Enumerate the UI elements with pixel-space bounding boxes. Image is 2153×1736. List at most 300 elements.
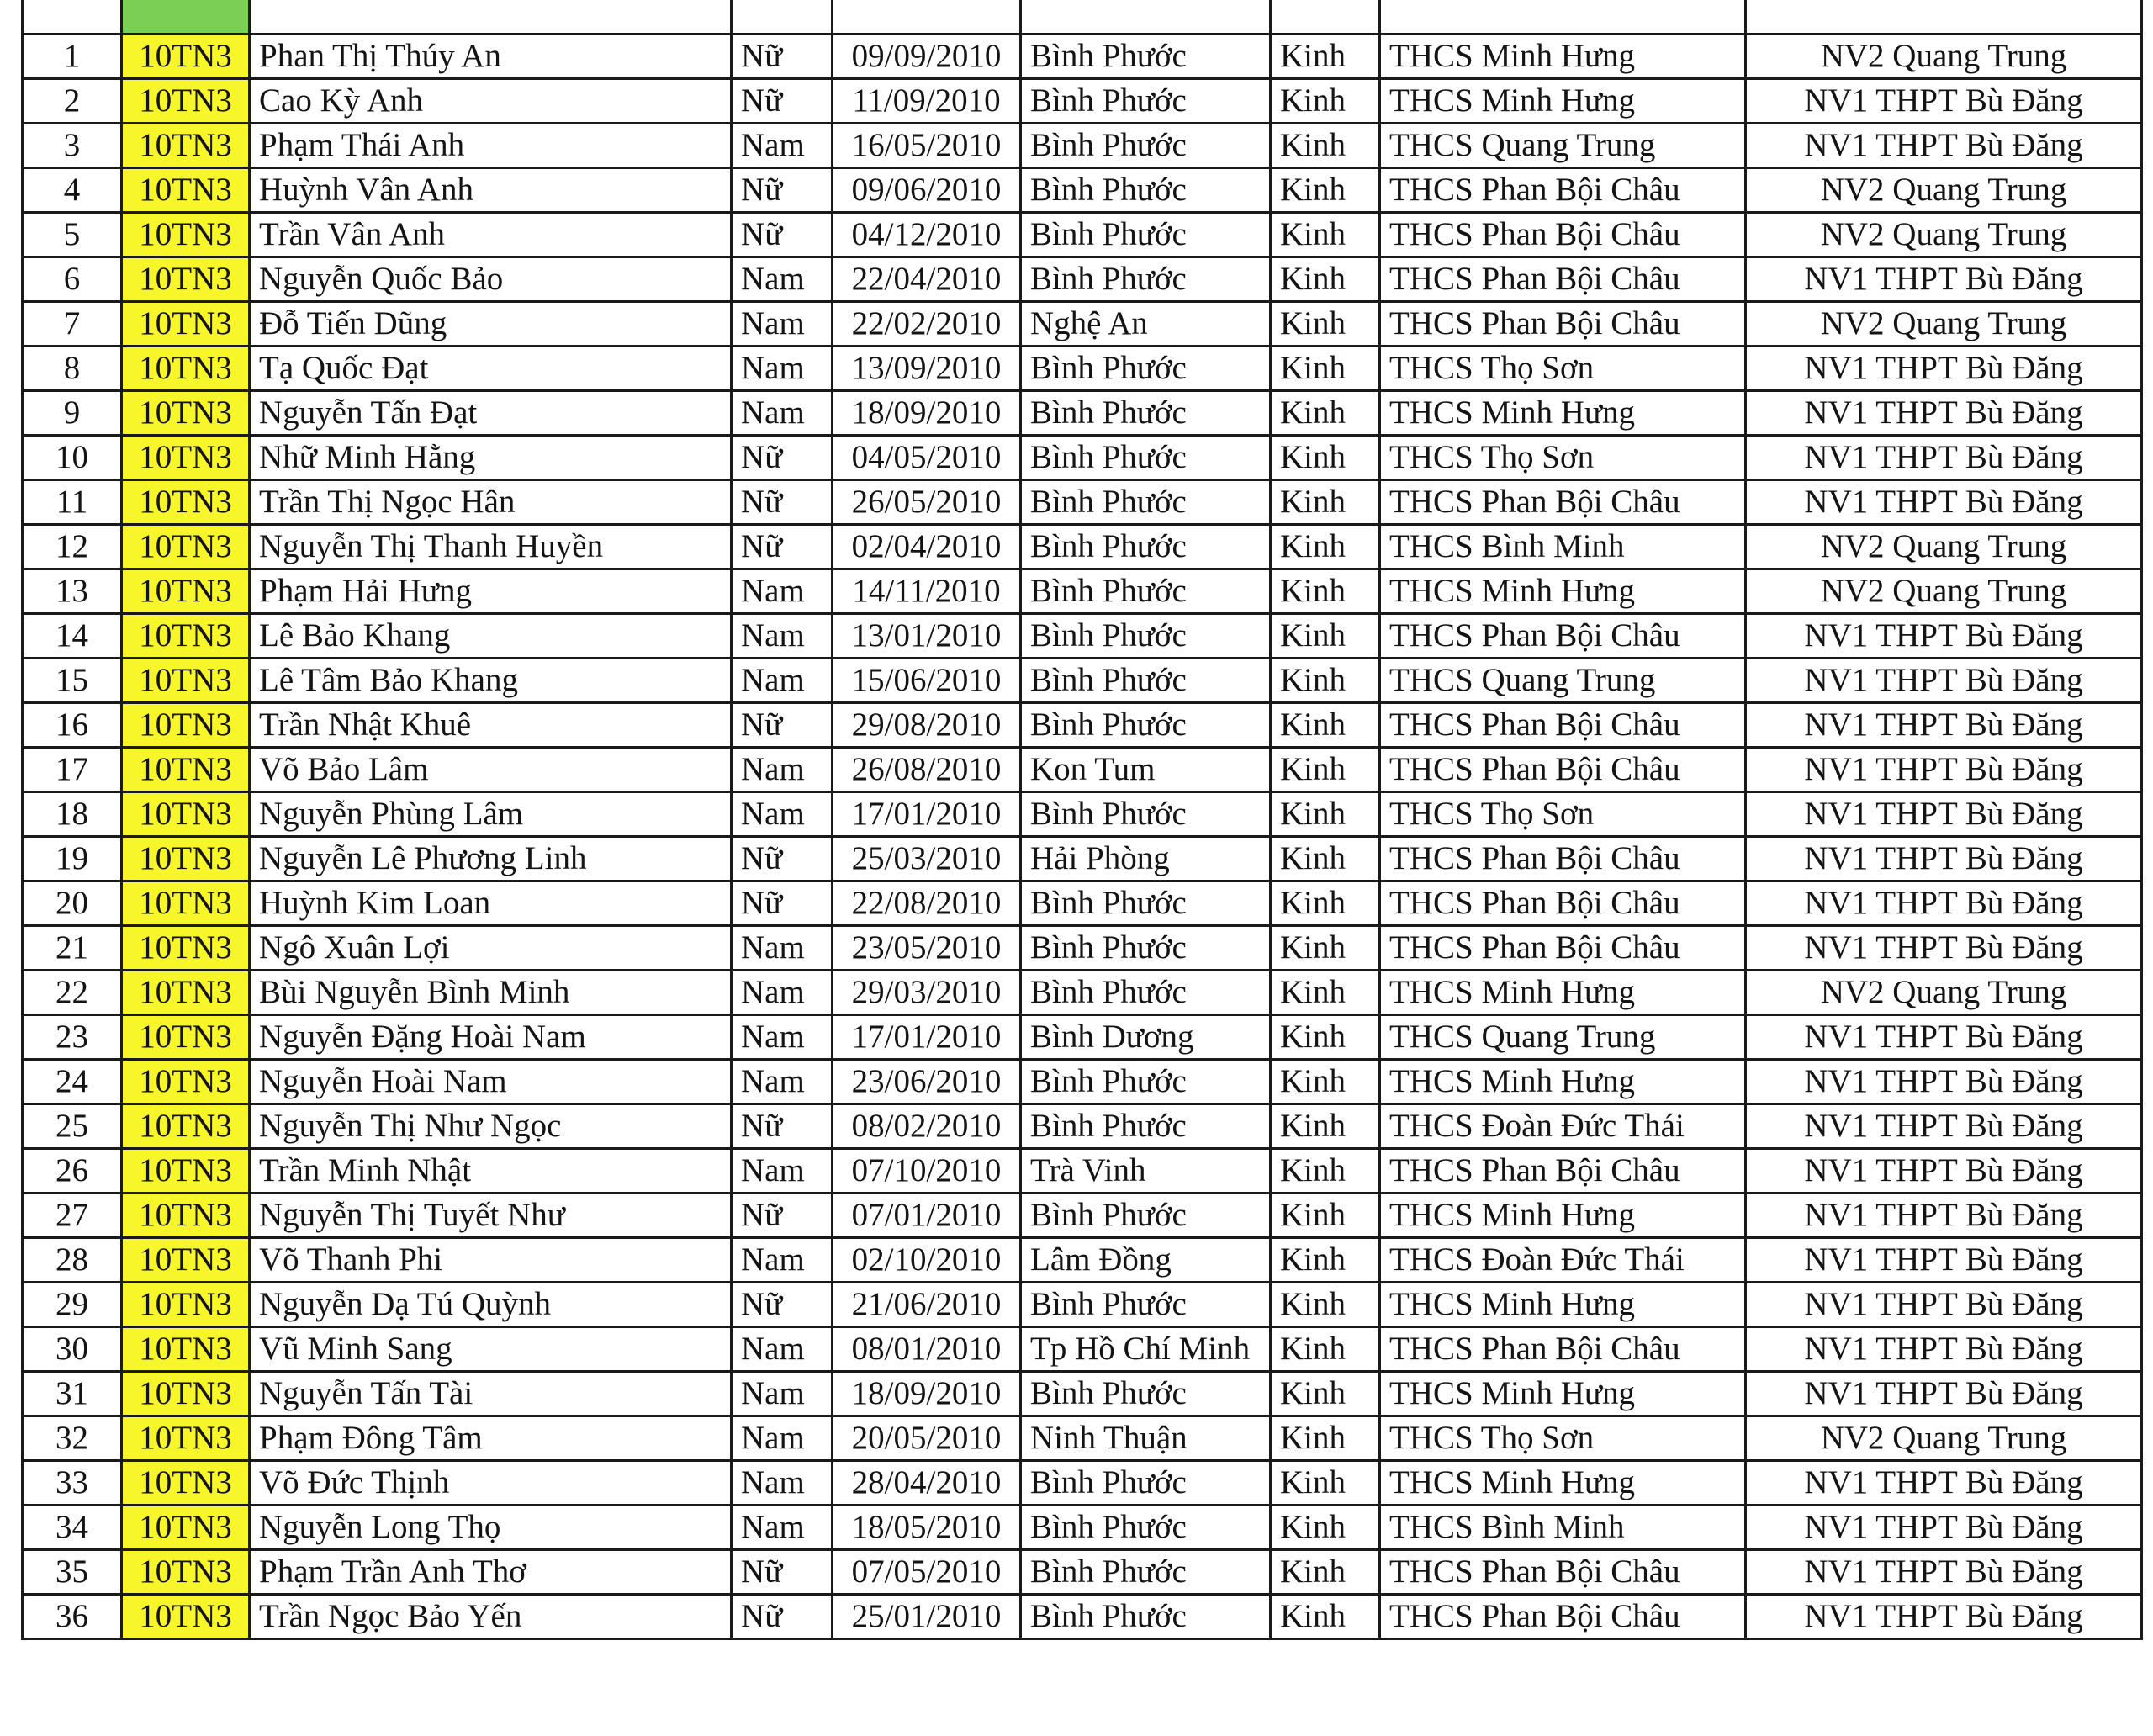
table-row	[23, 1506, 2142, 1550]
cell-sex: Nam	[732, 1372, 833, 1416]
cell-school: THCS Phan Bội Châu	[1380, 748, 1746, 792]
table-row	[23, 34, 2142, 79]
cell-ethnicity: Kinh	[1271, 1327, 1380, 1372]
cell-sex: Nam	[732, 302, 833, 347]
table-row	[23, 971, 2142, 1015]
cell-sex: Nữ	[732, 1104, 833, 1149]
cell-nv: NV2 Quang Trung	[1746, 1416, 2142, 1461]
cell-place: Trà Vinh	[1021, 1149, 1271, 1194]
table-row	[23, 1461, 2142, 1506]
cell-ethnicity: Kinh	[1271, 659, 1380, 703]
cell-name: Trần Vân Anh	[250, 213, 732, 257]
cell-ethnicity: Kinh	[1271, 436, 1380, 480]
cell-name: Võ Đức Thịnh	[250, 1461, 732, 1506]
cell-school: THCS Phan Bội Châu	[1380, 1327, 1746, 1372]
cell-dob: 18/05/2010	[833, 1506, 1021, 1550]
cell-stt: 7	[23, 302, 122, 347]
cell-nv: NV1 THPT Bù Đăng	[1746, 79, 2142, 124]
cell-nv: NV1 THPT Bù Đăng	[1746, 480, 2142, 525]
cell-nv: NV1 THPT Bù Đăng	[1746, 703, 2142, 748]
cell-dob: 13/09/2010	[833, 347, 1021, 391]
cell-name: Phạm Thái Anh	[250, 124, 732, 168]
cell-class: 10TN3	[122, 347, 250, 391]
cell-place: Bình Phước	[1021, 569, 1271, 614]
table-row	[23, 1283, 2142, 1327]
cell-school: THCS Minh Hưng	[1380, 569, 1746, 614]
cell-place: Bình Dương	[1021, 1015, 1271, 1060]
cell-dob: 09/06/2010	[833, 168, 1021, 213]
cell-place: Bình Phước	[1021, 1060, 1271, 1104]
cell-place: Bình Phước	[1021, 614, 1271, 659]
cell-class: 10TN3	[122, 703, 250, 748]
cell-stt: 5	[23, 213, 122, 257]
cell-school: THCS Phan Bội Châu	[1380, 703, 1746, 748]
cell-name: Trần Thị Ngọc Hân	[250, 480, 732, 525]
cell-sex: Nữ	[732, 1595, 833, 1639]
cell-name: Nguyễn Hoài Nam	[250, 1060, 732, 1104]
cell-name: Đỗ Tiến Dũng	[250, 302, 732, 347]
cell-sex: Nam	[732, 1238, 833, 1283]
cell-ethnicity: Kinh	[1271, 1372, 1380, 1416]
cell-nv: NV1 THPT Bù Đăng	[1746, 659, 2142, 703]
cell-school: THCS Bình Minh	[1380, 1506, 1746, 1550]
cell-name: Cao Kỳ Anh	[250, 79, 732, 124]
cell-stt: 17	[23, 748, 122, 792]
cell-class: 10TN3	[122, 1015, 250, 1060]
cell-place: Bình Phước	[1021, 124, 1271, 168]
cell-stt: 19	[23, 837, 122, 881]
table-row	[23, 1595, 2142, 1639]
table-row	[23, 1327, 2142, 1372]
cell-nv: NV1 THPT Bù Đăng	[1746, 436, 2142, 480]
cell-stt: 11	[23, 480, 122, 525]
table-row	[23, 1194, 2142, 1238]
cell-stt: 12	[23, 525, 122, 569]
cell-class: 10TN3	[122, 480, 250, 525]
cell-nv: NV1 THPT Bù Đăng	[1746, 1506, 2142, 1550]
cell-name: Lê Tâm Bảo Khang	[250, 659, 732, 703]
cell-place: Bình Phước	[1021, 480, 1271, 525]
cell-class: 10TN3	[122, 1327, 250, 1372]
cell-ethnicity: Kinh	[1271, 1015, 1380, 1060]
cell-name: Ngô Xuân Lợi	[250, 926, 732, 971]
cell-stt: 26	[23, 1149, 122, 1194]
cell-ethnicity: Kinh	[1271, 34, 1380, 79]
cell-place: Bình Phước	[1021, 1550, 1271, 1595]
cell-class: 10TN3	[122, 436, 250, 480]
cell-sex: Nam	[732, 1327, 833, 1372]
cell-class: 10TN3	[122, 1595, 250, 1639]
cell-nv	[1746, 0, 2142, 34]
cell-ethnicity: Kinh	[1271, 614, 1380, 659]
cell-sex: Nam	[732, 391, 833, 436]
cell-sex: Nam	[732, 926, 833, 971]
cell-class: 10TN3	[122, 748, 250, 792]
cell-class: 10TN3	[122, 257, 250, 302]
cell-ethnicity: Kinh	[1271, 124, 1380, 168]
cell-stt: 1	[23, 34, 122, 79]
cell-dob: 17/01/2010	[833, 792, 1021, 837]
cell-ethnicity: Kinh	[1271, 1194, 1380, 1238]
cell-ethnicity: Kinh	[1271, 168, 1380, 213]
table-row	[23, 569, 2142, 614]
table-row	[23, 837, 2142, 881]
cell-dob: 09/09/2010	[833, 34, 1021, 79]
cell-nv: NV2 Quang Trung	[1746, 168, 2142, 213]
table-row	[23, 213, 2142, 257]
cell-place: Kon Tum	[1021, 748, 1271, 792]
cell-nv: NV1 THPT Bù Đăng	[1746, 1372, 2142, 1416]
cell-stt: 13	[23, 569, 122, 614]
cell-name: Nguyễn Lê Phương Linh	[250, 837, 732, 881]
table-row-partial	[23, 0, 2142, 34]
cell-class: 10TN3	[122, 1194, 250, 1238]
table-row	[23, 302, 2142, 347]
cell-class: 10TN3	[122, 881, 250, 926]
cell-place: Bình Phước	[1021, 347, 1271, 391]
cell-name: Huỳnh Vân Anh	[250, 168, 732, 213]
cell-place: Nghệ An	[1021, 302, 1271, 347]
cell-school: THCS Phan Bội Châu	[1380, 1595, 1746, 1639]
cell-stt: 10	[23, 436, 122, 480]
cell-ethnicity: Kinh	[1271, 971, 1380, 1015]
cell-class: 10TN3	[122, 569, 250, 614]
cell-nv: NV1 THPT Bù Đăng	[1746, 1015, 2142, 1060]
cell-dob: 04/12/2010	[833, 213, 1021, 257]
cell-name: Nguyễn Tấn Đạt	[250, 391, 732, 436]
cell-name: Nguyễn Quốc Bảo	[250, 257, 732, 302]
cell-name: Nguyễn Dạ Tú Quỳnh	[250, 1283, 732, 1327]
cell-place: Bình Phước	[1021, 79, 1271, 124]
cell-dob: 16/05/2010	[833, 124, 1021, 168]
cell-name: Nguyễn Tấn Tài	[250, 1372, 732, 1416]
cell-school: THCS Phan Bội Châu	[1380, 302, 1746, 347]
cell-ethnicity: Kinh	[1271, 1595, 1380, 1639]
cell-sex: Nam	[732, 347, 833, 391]
cell-place: Bình Phước	[1021, 1283, 1271, 1327]
cell-stt: 18	[23, 792, 122, 837]
table-row	[23, 124, 2142, 168]
cell-name	[250, 0, 732, 34]
cell-school: THCS Quang Trung	[1380, 124, 1746, 168]
cell-ethnicity: Kinh	[1271, 926, 1380, 971]
table-row	[23, 391, 2142, 436]
cell-ethnicity: Kinh	[1271, 1461, 1380, 1506]
cell-school: THCS Phan Bội Châu	[1380, 926, 1746, 971]
cell-stt: 33	[23, 1461, 122, 1506]
cell-class: 10TN3	[122, 659, 250, 703]
cell-place	[1021, 0, 1271, 34]
cell-name: Võ Thanh Phi	[250, 1238, 732, 1283]
cell-dob: 07/10/2010	[833, 1149, 1021, 1194]
cell-sex: Nữ	[732, 1550, 833, 1595]
cell-name: Trần Ngọc Bảo Yến	[250, 1595, 732, 1639]
cell-dob: 02/10/2010	[833, 1238, 1021, 1283]
cell-sex: Nam	[732, 1461, 833, 1506]
cell-stt: 32	[23, 1416, 122, 1461]
student-table	[21, 0, 2143, 1640]
cell-class: 10TN3	[122, 1461, 250, 1506]
cell-school: THCS Phan Bội Châu	[1380, 1550, 1746, 1595]
cell-school: THCS Minh Hưng	[1380, 1194, 1746, 1238]
table-row	[23, 1149, 2142, 1194]
cell-stt: 21	[23, 926, 122, 971]
cell-sex: Nam	[732, 257, 833, 302]
cell-place: Ninh Thuận	[1021, 1416, 1271, 1461]
cell-nv: NV1 THPT Bù Đăng	[1746, 1283, 2142, 1327]
cell-ethnicity: Kinh	[1271, 79, 1380, 124]
cell-dob: 26/08/2010	[833, 748, 1021, 792]
cell-name: Phạm Đông Tâm	[250, 1416, 732, 1461]
cell-dob: 28/04/2010	[833, 1461, 1021, 1506]
cell-dob: 29/08/2010	[833, 703, 1021, 748]
cell-class	[122, 0, 250, 34]
table-row	[23, 748, 2142, 792]
cell-class: 10TN3	[122, 391, 250, 436]
cell-place: Bình Phước	[1021, 257, 1271, 302]
cell-school: THCS Minh Hưng	[1380, 1372, 1746, 1416]
cell-place: Bình Phước	[1021, 436, 1271, 480]
cell-dob: 29/03/2010	[833, 971, 1021, 1015]
cell-place: Bình Phước	[1021, 1461, 1271, 1506]
table-row	[23, 1060, 2142, 1104]
cell-sex: Nam	[732, 792, 833, 837]
cell-place: Bình Phước	[1021, 34, 1271, 79]
cell-dob: 25/03/2010	[833, 837, 1021, 881]
cell-place: Bình Phước	[1021, 971, 1271, 1015]
table-row	[23, 1550, 2142, 1595]
cell-ethnicity: Kinh	[1271, 748, 1380, 792]
cell-sex: Nữ	[732, 881, 833, 926]
cell-name: Nguyễn Phùng Lâm	[250, 792, 732, 837]
cell-dob: 04/05/2010	[833, 436, 1021, 480]
cell-name: Lê Bảo Khang	[250, 614, 732, 659]
cell-place: Bình Phước	[1021, 659, 1271, 703]
cell-ethnicity: Kinh	[1271, 1060, 1380, 1104]
cell-class: 10TN3	[122, 525, 250, 569]
cell-class: 10TN3	[122, 1238, 250, 1283]
cell-dob: 18/09/2010	[833, 391, 1021, 436]
cell-nv: NV1 THPT Bù Đăng	[1746, 257, 2142, 302]
cell-class: 10TN3	[122, 79, 250, 124]
cell-class: 10TN3	[122, 614, 250, 659]
cell-name: Nguyễn Thị Thanh Huyền	[250, 525, 732, 569]
cell-name: Vũ Minh Sang	[250, 1327, 732, 1372]
cell-stt: 8	[23, 347, 122, 391]
cell-stt: 14	[23, 614, 122, 659]
cell-name: Nguyễn Thị Như Ngọc	[250, 1104, 732, 1149]
cell-ethnicity: Kinh	[1271, 1506, 1380, 1550]
cell-ethnicity: Kinh	[1271, 347, 1380, 391]
cell-dob: 22/04/2010	[833, 257, 1021, 302]
cell-ethnicity: Kinh	[1271, 1550, 1380, 1595]
cell-sex: Nữ	[732, 1283, 833, 1327]
cell-dob: 22/02/2010	[833, 302, 1021, 347]
cell-class: 10TN3	[122, 926, 250, 971]
cell-stt: 35	[23, 1550, 122, 1595]
cell-school: THCS Minh Hưng	[1380, 391, 1746, 436]
cell-dob: 13/01/2010	[833, 614, 1021, 659]
cell-nv: NV1 THPT Bù Đăng	[1746, 1060, 2142, 1104]
cell-place: Bình Phước	[1021, 881, 1271, 926]
cell-name: Tạ Quốc Đạt	[250, 347, 732, 391]
cell-dob: 22/08/2010	[833, 881, 1021, 926]
cell-ethnicity: Kinh	[1271, 525, 1380, 569]
cell-school: THCS Thọ Sơn	[1380, 1416, 1746, 1461]
cell-nv: NV1 THPT Bù Đăng	[1746, 792, 2142, 837]
cell-dob: 21/06/2010	[833, 1283, 1021, 1327]
cell-class: 10TN3	[122, 168, 250, 213]
cell-stt: 2	[23, 79, 122, 124]
cell-sex: Nam	[732, 124, 833, 168]
cell-dob: 07/01/2010	[833, 1194, 1021, 1238]
cell-nv: NV1 THPT Bù Đăng	[1746, 614, 2142, 659]
cell-place: Tp Hồ Chí Minh	[1021, 1327, 1271, 1372]
table-row	[23, 792, 2142, 837]
cell-place: Bình Phước	[1021, 792, 1271, 837]
cell-sex: Nam	[732, 1416, 833, 1461]
cell-sex: Nữ	[732, 79, 833, 124]
cell-school: THCS Minh Hưng	[1380, 971, 1746, 1015]
cell-sex: Nam	[732, 1149, 833, 1194]
cell-class: 10TN3	[122, 1506, 250, 1550]
cell-school: THCS Phan Bội Châu	[1380, 257, 1746, 302]
cell-ethnicity: Kinh	[1271, 881, 1380, 926]
cell-nv: NV1 THPT Bù Đăng	[1746, 1238, 2142, 1283]
cell-stt: 27	[23, 1194, 122, 1238]
table-body	[23, 0, 2142, 1639]
cell-class: 10TN3	[122, 1283, 250, 1327]
cell-dob: 15/06/2010	[833, 659, 1021, 703]
table-row	[23, 1015, 2142, 1060]
cell-nv: NV1 THPT Bù Đăng	[1746, 1149, 2142, 1194]
cell-dob: 20/05/2010	[833, 1416, 1021, 1461]
cell-place: Bình Phước	[1021, 1506, 1271, 1550]
cell-school: THCS Minh Hưng	[1380, 1461, 1746, 1506]
cell-name: Trần Minh Nhật	[250, 1149, 732, 1194]
cell-nv: NV2 Quang Trung	[1746, 34, 2142, 79]
cell-name: Nhữ Minh Hằng	[250, 436, 732, 480]
cell-school: THCS Minh Hưng	[1380, 1060, 1746, 1104]
cell-name: Phạm Trần Anh Thơ	[250, 1550, 732, 1595]
cell-stt	[23, 0, 122, 34]
cell-dob: 17/01/2010	[833, 1015, 1021, 1060]
cell-school: THCS Quang Trung	[1380, 1015, 1746, 1060]
table-row	[23, 1372, 2142, 1416]
cell-stt: 36	[23, 1595, 122, 1639]
table-row	[23, 881, 2142, 926]
cell-sex: Nữ	[732, 34, 833, 79]
cell-school: THCS Phan Bội Châu	[1380, 614, 1746, 659]
cell-dob: 23/06/2010	[833, 1060, 1021, 1104]
cell-school: THCS Thọ Sơn	[1380, 436, 1746, 480]
cell-class: 10TN3	[122, 1060, 250, 1104]
cell-school: THCS Phan Bội Châu	[1380, 168, 1746, 213]
table-row	[23, 926, 2142, 971]
cell-ethnicity: Kinh	[1271, 213, 1380, 257]
cell-school: THCS Phan Bội Châu	[1380, 1149, 1746, 1194]
cell-dob: 08/02/2010	[833, 1104, 1021, 1149]
cell-dob: 14/11/2010	[833, 569, 1021, 614]
cell-ethnicity: Kinh	[1271, 837, 1380, 881]
cell-ethnicity: Kinh	[1271, 1416, 1380, 1461]
cell-sex: Nữ	[732, 480, 833, 525]
cell-ethnicity: Kinh	[1271, 792, 1380, 837]
cell-school: THCS Phan Bội Châu	[1380, 881, 1746, 926]
cell-dob: 02/04/2010	[833, 525, 1021, 569]
cell-ethnicity: Kinh	[1271, 480, 1380, 525]
cell-school: THCS Đoàn Đức Thái	[1380, 1104, 1746, 1149]
cell-class: 10TN3	[122, 837, 250, 881]
cell-name: Phan Thị Thúy An	[250, 34, 732, 79]
cell-stt: 29	[23, 1283, 122, 1327]
cell-stt: 20	[23, 881, 122, 926]
cell-name: Phạm Hải Hưng	[250, 569, 732, 614]
cell-class: 10TN3	[122, 971, 250, 1015]
cell-class: 10TN3	[122, 792, 250, 837]
cell-name: Võ Bảo Lâm	[250, 748, 732, 792]
cell-nv: NV1 THPT Bù Đăng	[1746, 1595, 2142, 1639]
cell-school: THCS Thọ Sơn	[1380, 347, 1746, 391]
cell-stt: 23	[23, 1015, 122, 1060]
table-row	[23, 703, 2142, 748]
cell-place: Bình Phước	[1021, 168, 1271, 213]
cell-school: THCS Đoàn Đức Thái	[1380, 1238, 1746, 1283]
cell-ethnicity: Kinh	[1271, 302, 1380, 347]
cell-stt: 34	[23, 1506, 122, 1550]
table-row	[23, 347, 2142, 391]
cell-class: 10TN3	[122, 302, 250, 347]
cell-dob: 08/01/2010	[833, 1327, 1021, 1372]
cell-stt: 9	[23, 391, 122, 436]
cell-nv: NV2 Quang Trung	[1746, 525, 2142, 569]
cell-ethnicity: Kinh	[1271, 391, 1380, 436]
cell-sex: Nam	[732, 1506, 833, 1550]
cell-sex: Nữ	[732, 168, 833, 213]
cell-sex: Nam	[732, 569, 833, 614]
cell-nv: NV1 THPT Bù Đăng	[1746, 347, 2142, 391]
cell-sex: Nữ	[732, 703, 833, 748]
cell-nv: NV1 THPT Bù Đăng	[1746, 391, 2142, 436]
cell-place: Bình Phước	[1021, 703, 1271, 748]
cell-nv: NV2 Quang Trung	[1746, 302, 2142, 347]
cell-school: THCS Phan Bội Châu	[1380, 837, 1746, 881]
cell-school: THCS Bình Minh	[1380, 525, 1746, 569]
table-row	[23, 525, 2142, 569]
cell-ethnicity	[1271, 0, 1380, 34]
cell-nv: NV1 THPT Bù Đăng	[1746, 748, 2142, 792]
cell-stt: 16	[23, 703, 122, 748]
cell-class: 10TN3	[122, 124, 250, 168]
cell-class: 10TN3	[122, 1372, 250, 1416]
cell-ethnicity: Kinh	[1271, 1283, 1380, 1327]
table-row	[23, 1104, 2142, 1149]
cell-ethnicity: Kinh	[1271, 257, 1380, 302]
cell-dob: 11/09/2010	[833, 79, 1021, 124]
cell-ethnicity: Kinh	[1271, 1104, 1380, 1149]
cell-stt: 30	[23, 1327, 122, 1372]
cell-stt: 6	[23, 257, 122, 302]
cell-school	[1380, 0, 1746, 34]
cell-nv: NV1 THPT Bù Đăng	[1746, 1194, 2142, 1238]
cell-nv: NV1 THPT Bù Đăng	[1746, 837, 2142, 881]
cell-class: 10TN3	[122, 1149, 250, 1194]
cell-sex: Nữ	[732, 213, 833, 257]
cell-place: Lâm Đồng	[1021, 1238, 1271, 1283]
cell-sex: Nữ	[732, 525, 833, 569]
cell-sex: Nữ	[732, 436, 833, 480]
cell-nv: NV2 Quang Trung	[1746, 569, 2142, 614]
